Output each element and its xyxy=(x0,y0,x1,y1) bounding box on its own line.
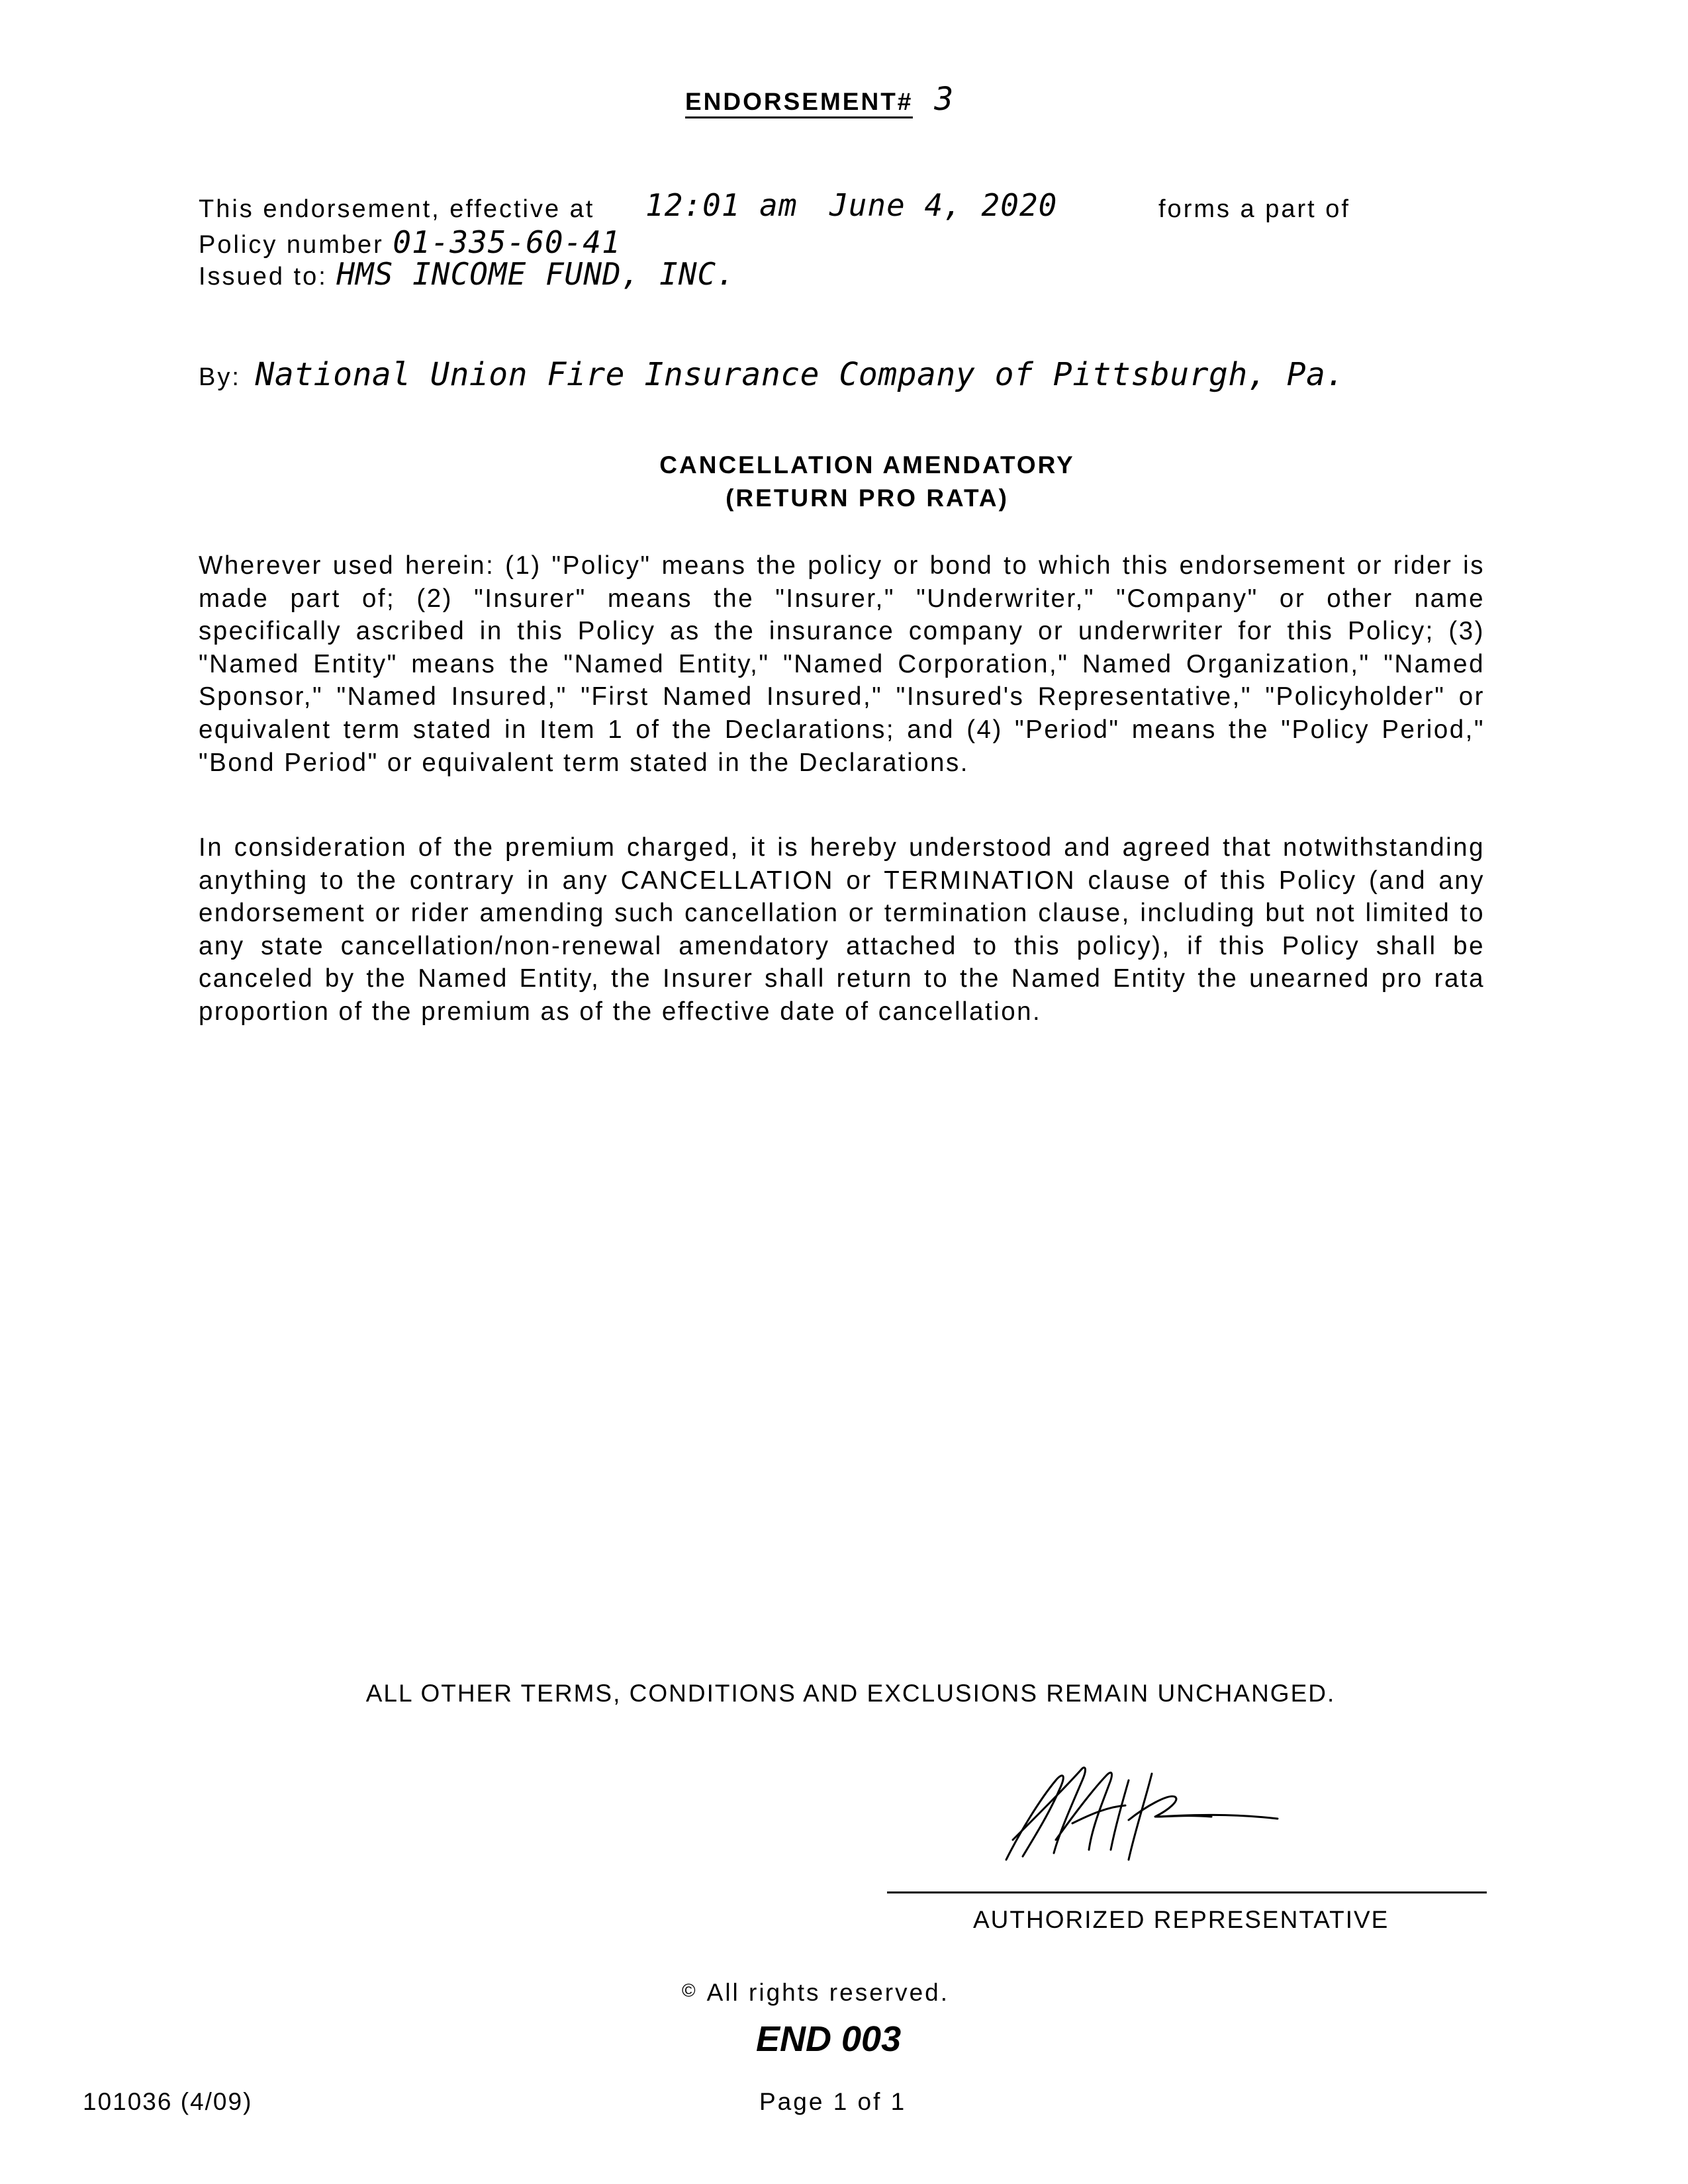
issued-to-line xyxy=(199,258,735,293)
copyright-icon: © xyxy=(682,1980,698,2001)
issued-to-label: Issued to: xyxy=(199,263,328,291)
insurer-line xyxy=(199,356,1345,393)
policy-number: 01-335-60-41 xyxy=(393,224,621,260)
cancellation-paragraph: In consideration of the premium charged, it is hereby understood and agreed that notwithstanding anything to the contrary in any CANCELLATION or TERMINATION clause of this Policy (and any endorsement or rider amending such cancellation or termination clause, including but not limited to any state cancellation/non-renewal amendatory attached to this policy), if this Policy shall be canceled by the Named Entity, the Insurer shall return to the Named Entity the unearned pro rata proportion of the premium as of the effective date of cancellation. xyxy=(199,833,1485,1026)
signature-line xyxy=(887,1891,1487,1893)
signature xyxy=(993,1760,1284,1866)
section-title-line1: CANCELLATION AMENDATORY xyxy=(659,451,1075,478)
rights-text: All rights reserved. xyxy=(706,1979,950,2006)
endorsement-label: ENDORSEMENT# xyxy=(685,88,913,118)
by-label: By: xyxy=(199,363,241,391)
page-number: Page 1 of 1 xyxy=(759,2088,907,2115)
section-title xyxy=(0,449,1688,515)
unchanged-note xyxy=(0,1680,1688,1707)
effective-time: 12:01 am xyxy=(645,187,798,223)
authorized-representative-label: AUTHORIZED REPRESENTATIVE xyxy=(973,1906,1389,1933)
definitions-paragraph: Wherever used herein: (1) "Policy" means the policy or bond to which this endorsement or rider is made part of; (2) "Insurer" means the "Insurer," "Underwriter," "Company" or other name specifically ascribed in this Policy as the insurance company or underwriter for this Policy; (3) "Named Entity" means the "Named Entity," "Named Corporation," Named Organization," "Named Sponsor," "Named Insured," "First Named Insured," "Insured's Representative," "Policyholder" or equivalent term stated in Item 1 of the Declarations; and (4) "Period" means the "Policy Period," "Bond Period" or equivalent term stated in the Declarations. xyxy=(199,551,1485,777)
effective-prefix: This endorsement, effective at xyxy=(199,195,595,223)
policy-number-label: Policy number xyxy=(199,231,384,259)
effective-line xyxy=(199,187,1390,225)
section-title-line2: (RETURN PRO RATA) xyxy=(726,484,1009,512)
endorsement-number: 3 xyxy=(934,81,954,118)
end-code: END 003 xyxy=(756,2019,902,2059)
endorsement-title xyxy=(685,81,953,118)
rights-reserved xyxy=(682,1979,949,2007)
forms-part-of: forms a part of xyxy=(1158,195,1350,223)
unchanged-note-text: ALL OTHER TERMS, CONDITIONS AND EXCLUSIONS REMAIN UNCHANGED. xyxy=(365,1680,1336,1707)
form-number: 101036 (4/09) xyxy=(83,2088,253,2115)
effective-date: June 4, 2020 xyxy=(829,187,1058,223)
issued-to-name: HMS INCOME FUND, INC. xyxy=(336,256,735,292)
insurer-name: National Union Fire Insurance Company of Pittsburgh, Pa. xyxy=(255,356,1345,393)
